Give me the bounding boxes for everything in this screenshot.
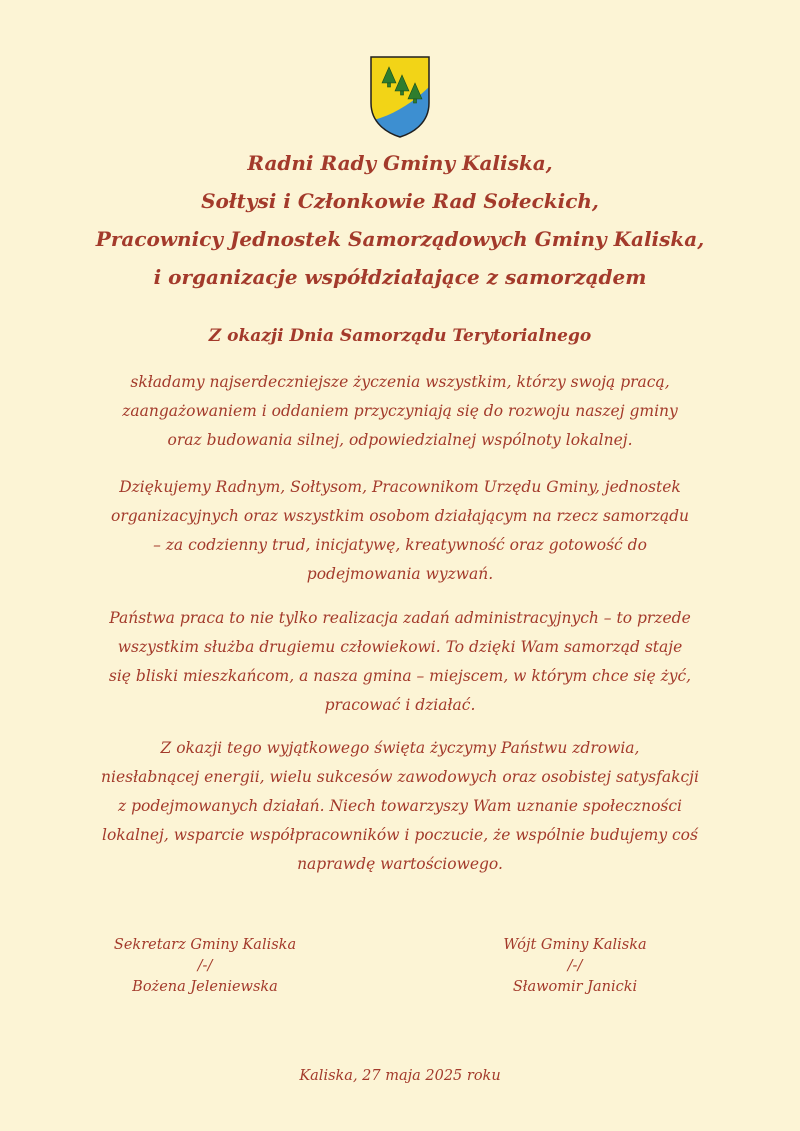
paragraph-line: lokalnej, wsparcie współpracowników i poczucie, że wspólnie budujemy coś (102, 826, 698, 844)
paragraph-service (0, 604, 800, 720)
heading-line: Radni Rady Gminy Kaliska, (247, 151, 553, 175)
signature-title: Wójt Gminy Kaliska (503, 937, 647, 953)
paragraph-wishes (0, 368, 800, 455)
paragraph-line: podejmowania wyzwań. (306, 565, 494, 583)
paragraph-line: naprawdę wartościowego. (297, 855, 503, 873)
paragraph-line: organizacyjnych oraz wszystkim osobom działającym na rzecz samorządu (111, 507, 689, 525)
signature-secretary (85, 935, 325, 998)
heading-line: i organizacje współdziałające z samorządem (153, 265, 647, 289)
paragraph-line: pracować i działać. (324, 696, 476, 714)
paragraph-line: się bliski mieszkańcom, a nasza gmina – miejscem, w którym chce się żyć, (108, 667, 692, 685)
occasion-title: Z okazji Dnia Samorządu Terytorialnego (208, 326, 592, 346)
paragraph-line: z podejmowanych działań. Niech towarzyszy Wam uznanie społeczności (117, 797, 683, 815)
paragraph-line: Z okazji tego wyjątkowego święta życzymy Państwu zdrowia, (160, 739, 640, 757)
paragraph-closing-wishes (0, 734, 800, 879)
signature-name: Sławomir Janicki (512, 979, 638, 995)
signature-title: Sekretarz Gminy Kaliska (113, 937, 297, 953)
paragraph-line: – za codzienny trud, inicjatywę, kreatywność oraz gotowość do (153, 536, 647, 554)
signature-name: Bożena Jeleniewska (132, 979, 278, 995)
signature-mark: /-/ (567, 958, 583, 974)
paragraph-line: Dziękujemy Radnym, Sołtysom, Pracownikom Urzędu Gminy, jednostek (119, 478, 681, 496)
heading-line: Sołtysi i Członkowie Rad Sołeckich, (201, 189, 599, 213)
addressees-heading (0, 144, 800, 296)
paragraph-line: oraz budowania silnej, odpowiedzialnej wspólnoty lokalnej. (167, 431, 633, 449)
signature-mayor (455, 935, 695, 998)
heading-line: Pracownicy Jednostek Samorządowych Gminy Kaliska, (95, 227, 705, 251)
paragraph-line: Państwa praca to nie tylko realizacja zadań administracyjnych – to przede (109, 609, 691, 627)
paragraph-thanks (0, 473, 800, 589)
paragraph-line: składamy najserdeczniejsze życzenia wszystkim, którzy swoją pracą, (130, 373, 670, 391)
paragraph-line: niesłabnącej energii, wielu sukcesów zawodowych oraz osobistej satysfakcji (101, 768, 699, 786)
paragraph-line: zaangażowaniem i oddaniem przyczyniają się do rozwoju naszej gminy (122, 402, 678, 420)
signature-mark: /-/ (197, 958, 213, 974)
paragraph-line: wszystkim służba drugiemu człowiekowi. To dzięki Wam samorząd staje (117, 638, 683, 656)
place-and-date: Kaliska, 27 maja 2025 roku (299, 1068, 501, 1084)
coat-of-arms-icon (369, 55, 431, 139)
